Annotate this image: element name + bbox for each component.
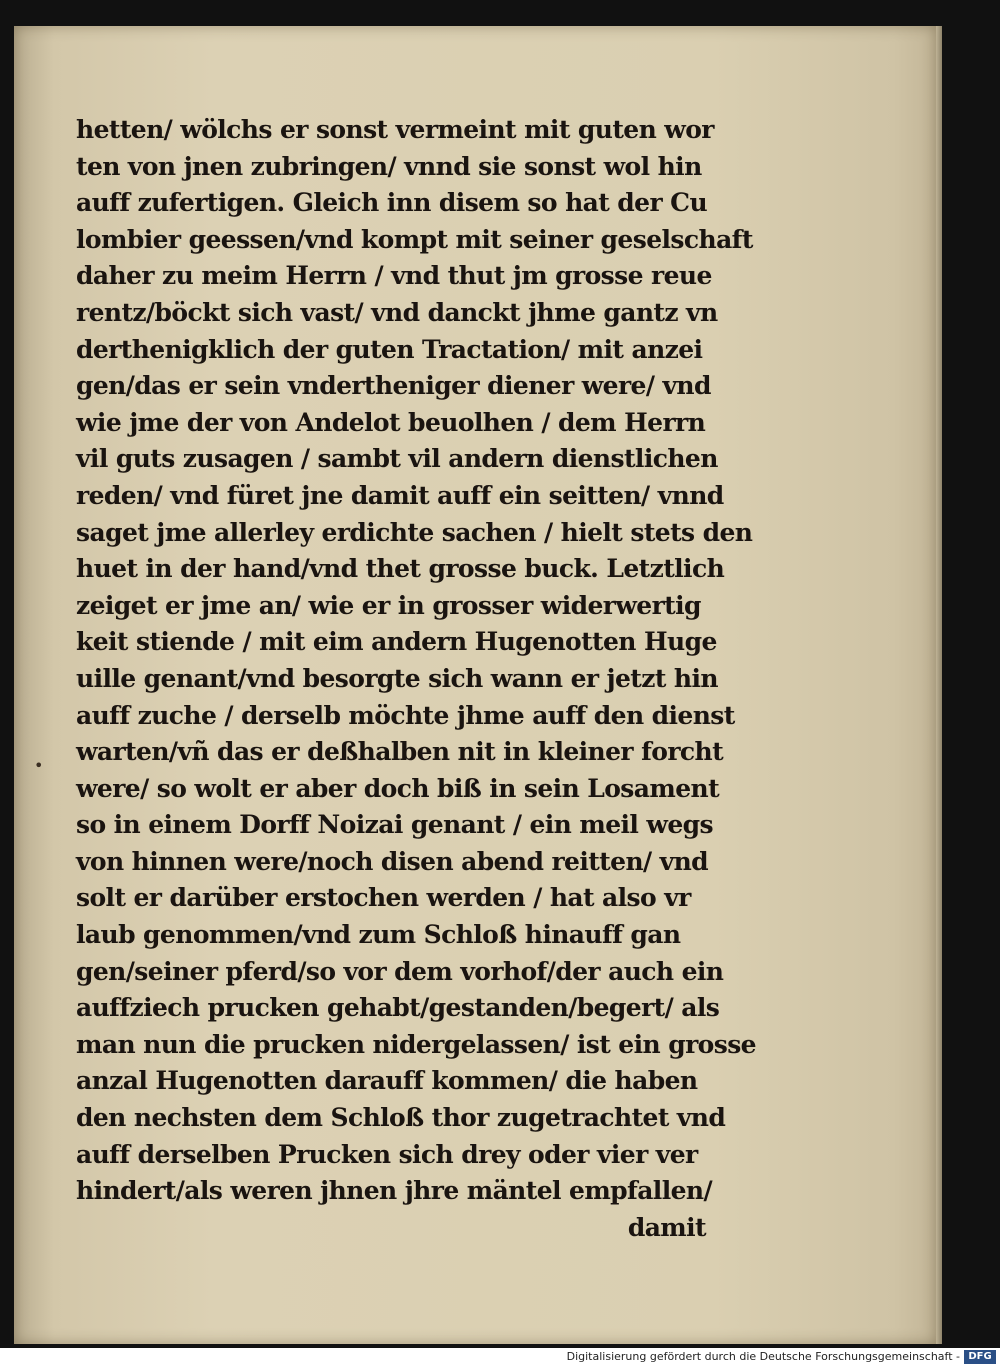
text-line: huet in der hand/vnd thet grosse buck. Letztlich [76,554,725,584]
text-line: keit stiende / mit eim andern Hugenotten Huge [76,627,717,657]
text-line: auff zuche / derselb möchte jhme auff den dienst [76,700,735,730]
text-line: saget jme allerley erdichte sachen / hielt stets den [76,517,753,547]
text-line: vil guts zusagen / sambt vil andern dienstlichen [76,444,718,474]
text-line: auff zufertigen. Gleich inn disem so hat der Cu [76,188,708,218]
text-line: hetten/ wölchs er sonst vermeint mit guten wor [76,115,714,144]
text-line: anzal Hugenotten darauff kommen/ die haben [76,1066,698,1096]
text-line: so in einem Dorff Noizai genant / ein meil wegs [76,810,713,840]
footer-credit: Digitalisierung gefördert durch die Deutsche Forschungsgemeinschaft - [566,1350,960,1363]
text-line: von hinnen were/noch disen abend reitten/ vnd [76,846,709,876]
dfg-logo: DFG [964,1350,996,1364]
text-line: hindert/als weren jhnen jhre mäntel empfallen/ [76,1176,713,1206]
text-line: ten von jnen zubringen/ vnnd sie sonst wol hin [76,151,702,181]
text-line: laub genommen/vnd zum Schloß hinauff gan [76,920,681,950]
text-line: zeiget er jme an/ wie er in grosser widerwertig [76,590,701,620]
text-line: solt er darüber erstochen werden / hat also vr [76,883,691,913]
text-line: auffziech prucken gehabt/gestanden/begert/ als [76,993,720,1023]
text-line: warten/vñ das er deßhalben nit in kleiner forcht [76,737,724,767]
text-line: auff derselben Prucken sich drey oder vier ver [76,1139,698,1169]
text-line: derthenigklich der guten Tractation/ mit anzei [76,334,703,364]
text-line: gen/das er sein vndertheniger diener were/ vnd [76,371,711,401]
footer-bar [0,1348,1000,1366]
text-line: lombier geessen/vnd kompt mit seiner geselschaft [76,224,753,254]
text-line: man nun die prucken nidergelassen/ ist ein grosse [76,1029,756,1059]
text-line: reden/ vnd füret jne damit auff ein seitten/ vnnd [76,480,724,510]
text-line: rentz/böckt sich vast/ vnd danckt jhme gantz vn [76,297,718,327]
text-line: uille genant/vnd besorgte sich wann er jetzt hin [76,663,718,693]
page-edge [936,26,942,1344]
text-block [76,112,756,1246]
catchword: damit [627,1212,706,1242]
text-line: den nechsten dem Schloß thor zugetrachtet vnd [76,1103,726,1133]
text-line: daher zu meim Herrn / vnd thut jm grosse reue [76,261,712,291]
book-page [14,26,936,1344]
margin-mark: • [34,756,44,775]
text-line: gen/seiner pferd/so vor dem vorhof/der auch ein [76,956,724,986]
text-line: were/ so wolt er aber doch biß in sein Losament [76,773,720,803]
text-line: wie jme der von Andelot beuolhen / dem Herrn [76,407,706,437]
